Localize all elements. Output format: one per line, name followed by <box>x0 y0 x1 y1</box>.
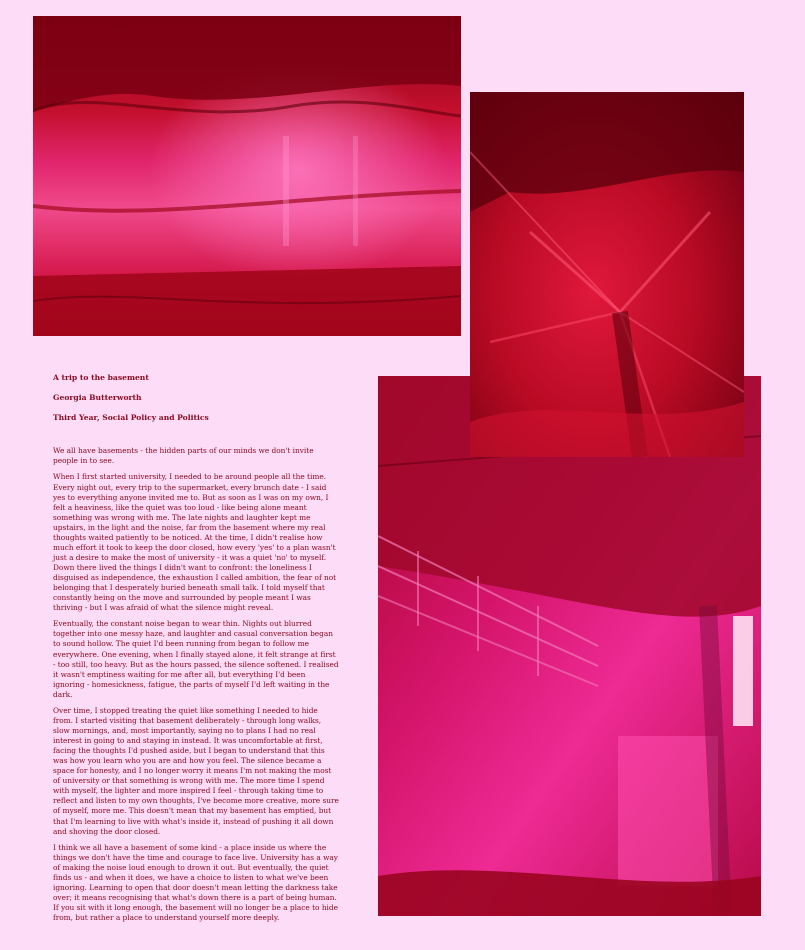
article-title: A trip to the basement <box>53 373 149 382</box>
photo-magenta-room <box>378 376 761 916</box>
paragraph: Eventually, the constant noise began to wear thin. Nights out blurred together into one messy haze, and laughter and casual conversation began to sound hollow. The quiet I'd been running from began to follow me everywhere. One evening, when I finally stayed alone, it felt strange at first - too still, too heavy. But as the hours passed, the silence softened. I realised it wasn't emptiness waiting for me after all, but everything I'd been ignoring - homesickness, fatigue, the parts of myself I'd left waiting in the dark. <box>53 619 339 699</box>
paragraph: I think we all have a basement of some kind - a place inside us where the things we don't have the time and courage to face live. University has a way of making the noise loud enough to drown it out. But eventually, the quiet finds us - and when it does, we have a choice to listen to what we've been ignoring. Learning to open that door doesn't mean letting the darkness take over; it means recognising that what's down there is a part of being human. If you sit with it long enough, the basement will no longer be a place to hide from, but rather a place to understand yourself more deeply. <box>53 842 338 923</box>
article-author: Georgia Butterworth <box>53 393 142 403</box>
paragraph: When I first started university, I needed to be around people all the time. Every night out, every trip to the supermarket, every brunch date - I said yes to everything anyone invited me to. But as soon as I was on my own, I felt a heaviness, like the quiet was too loud - like being alone meant something was wrong with me. The late nights and laughter kept me upstairs, in the light and the noise, far from the basement where my real thoughts waited patiently to be noticed. At the time, I didn't realise how much effort it took to keep the door closed, how every 'yes' to a plan wasn't just a desire to make the most of university - it was a quiet 'no' to myself. Down there lived the things I didn't want to confront: the loneliness I disguised as independence, the exhaustion I called ambition, the fear of not belonging that I desperately buried beneath small talk. I told myself that constantly being on the move and surrounded by people meant I was thriving - but I was afraid of what the silence might reveal. <box>53 472 337 613</box>
article <box>53 373 339 929</box>
photo-red-fabric-tent <box>470 92 744 457</box>
photo-red-fabric-window <box>33 16 461 336</box>
paragraph: We all have basements - the hidden parts of our minds we don't invite people in to see. <box>53 446 314 466</box>
article-body <box>53 446 339 923</box>
paragraph: Over time, I stopped treating the quiet like something I needed to hide from. I started visiting that basement deliberately - through long walks, slow mornings, and, most importantly, saying no to plans I had no real interest in going to and staying in instead. It was uncomfortable at first, facing the thoughts I'd pushed aside, but I began to understand that this was how you learn who you are and how you feel. The silence became a space for honesty, and I no longer worry it means I'm not making the most of university or that something is wrong with me. The more time I spend with myself, the lighter and more inspired I feel - through taking time to reflect and listen to my own thoughts, I've become more creative, more sure of myself, more me. This doesn't mean that my basement has emptied, but that I'm learning to live with what's inside it, instead of pushing it all down and shoving the door closed. <box>53 705 339 836</box>
article-affiliation: Third Year, Social Policy and Politics <box>53 413 209 423</box>
